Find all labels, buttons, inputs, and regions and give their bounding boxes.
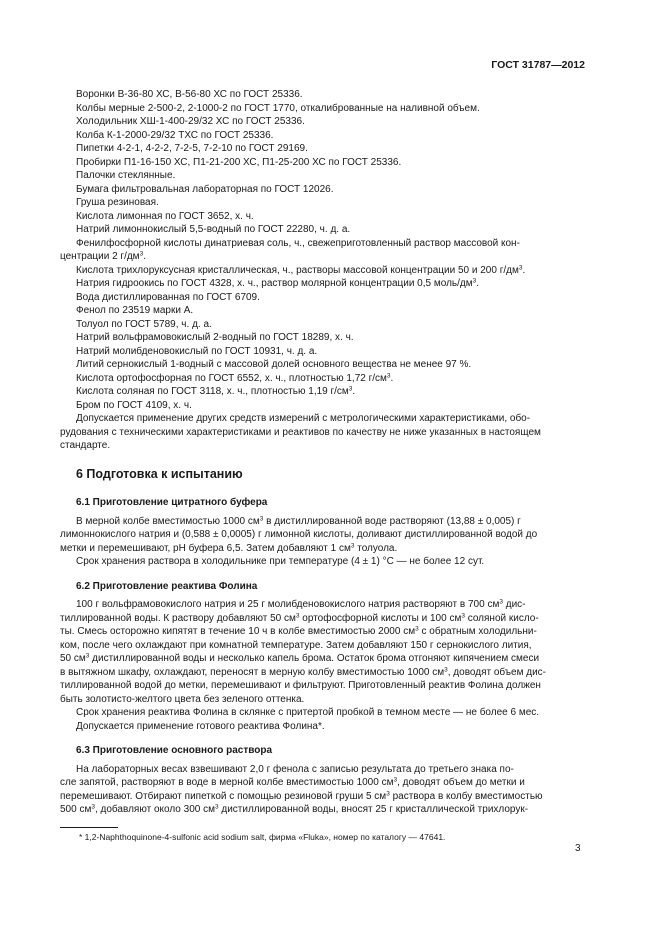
paragraph: быть золотисто-желтого цвета без зеленого оттенка. [60, 693, 305, 705]
paragraph: в вытяжном шкафу, охлаждают, переносят в мерную колбу вместимостью 1000 $см^3$, доводят объем дис- [60, 666, 547, 678]
list-item: Палочки стеклянные. [76, 170, 176, 181]
list-item: Вода дистиллированная по ГОСТ 6709. [76, 291, 260, 303]
page-number: 3 [575, 843, 581, 854]
allowance-paragraph-cont: рудования с техническими характеристиками и реактивов по качеству не ниже указанных в настоящем [60, 426, 541, 438]
section-6-title: 6 Подготовка к испытанию [76, 466, 243, 481]
paragraph: 50 $см^3$ дистиллированной воды и несколько капель брома. Остаток брома отгоняют кипячением смеси [60, 652, 540, 664]
list-item: Пипетки 4-2-1, 4-2-2, 7-2-5, 7-2-10 по ГОСТ 29169. [76, 143, 308, 154]
subsection-6-1 [60, 496, 583, 569]
subsection-6-1-title: 6.1 Приготовление цитратного буфера [76, 497, 268, 508]
paragraph: Срок хранения раствора в холодильнике при температуре (4 ± 1) °С — не более 12 сут. [76, 556, 485, 567]
list-item: Колбы мерные 2-500-2, 2-1000-2 по ГОСТ 1770, откалиброванные на наливной объем. [76, 102, 480, 114]
subsection-6-2-title: 6.2 Приготовление реактива Фолина [76, 580, 258, 592]
document-header: ГОСТ 31787—2012 [491, 59, 585, 71]
list-item: Пробирки П1-16-150 ХС, П1-21-200 ХС, П1-25-200 ХС по ГОСТ 25336. [76, 156, 402, 168]
footnote-divider [60, 827, 118, 828]
paragraph: Допускается применение готового реактива Фолина*. [76, 720, 325, 732]
list-item: Кислота трихлоруксусная кристаллическая, ч., растворы массовой концентрации 50 и 200 $г/дм^3$. [76, 264, 526, 276]
paragraph: 100 г вольфрамовокислого натрия и 25 г молибденовокислого натрия растворяют в 700 $см^3$ дис- [76, 598, 526, 610]
list-item-phenyl-cont: центрации 2 $г/дм^3$. [60, 250, 146, 262]
list-item: Холодильник ХШ-1-400-29/32 ХС по ГОСТ 25336. [76, 116, 305, 127]
paragraph: 500 $см^3$, добавляют около 300 $см^3$ дистиллированной воды, вносят 25 г кристаллической трихлорук- [60, 803, 529, 815]
allowance-paragraph-end: стандарте. [60, 440, 111, 451]
paragraph: тиллированной воды. К раствору добавляют 50 $см^3$ ортофосфорной кислоты и 100 $см^3$ соляной кисло- [60, 612, 539, 624]
paragraph: лимоннокислого натрия и (0,588 ± 0,0005) г лимонной кислоты, доливают дистиллированной водой до [60, 529, 538, 540]
list-item: Литий сернокислый 1-водный с массовой долей основного вещества не менее 97 %. [76, 359, 472, 370]
list-item-phenyl: Фенилфосфорной кислоты динатриевая соль, ч., свежеприготовленный раствор массовой кон- [76, 237, 520, 249]
equipment-list [60, 88, 583, 453]
paragraph: перемешивают. Отбирают пипеткой с помощью резиновой груши 5 $см^3$ раствора в колбу вместимостью [60, 790, 543, 802]
list-item: Кислота лимонная по ГОСТ 3652, х. ч. [76, 210, 254, 222]
footnote: * 1,2-Naphthoquinone-4-sulfonic acid sodium salt, фирма «Fluka», номер по каталогу — 47641. [79, 832, 446, 842]
paragraph: ты. Смесь осторожно кипятят в течение 10 ч в колбе вместимостью 2000 $см^3$ с обратным холодильни- [60, 625, 537, 637]
paragraph: В мерной колбе вместимостью 1000 $см^3$ в дистиллированной воде растворяют (13,88 ± 0,005) г [76, 515, 521, 527]
list-item: Груша резиновая. [76, 197, 159, 208]
paragraph: На лабораторных весах взвешивают 2,0 г фенола с записью результата до третьего знака по- [76, 763, 514, 775]
subsection-6-3-title: 6.3 Приготовление основного раствора [76, 745, 273, 756]
list-item: Бумага фильтровальная лабораторная по ГОСТ 12026. [76, 183, 334, 195]
list-item: Колба К-1-2000-29/32 ТХС по ГОСТ 25336. [76, 129, 274, 141]
paragraph: тиллированной водой до метки, перемешивают и фильтруют. Приготовленный реактив Фолина должен [60, 680, 541, 691]
list-item: Толуол по ГОСТ 5789, ч. д. а. [76, 318, 212, 330]
paragraph: Срок хранения реактива Фолина в склянке с притертой пробкой в темном месте — не более 6 мес. [76, 707, 540, 718]
allowance-paragraph: Допускается применение других средств измерений с метрологическими характеристиками, обо- [76, 413, 531, 424]
paragraph: сле запятой, растворяют в воде в мерной колбе вместимостью 1000 $см^3$, доводят объем до метки и [60, 776, 525, 788]
list-item: Кислота ортофосфорная по ГОСТ 6552, х. ч., плотностью 1,72 $г/см^3$. [76, 372, 394, 384]
list-item: Натрий молибденовокислый по ГОСТ 10931, ч. д. а. [76, 345, 318, 357]
paragraph: метки и перемешивают, pH буфера 6,5. Затем добавляют 1 $см^3$ толуола. [60, 542, 398, 554]
list-item: Натрий вольфрамовокислый 2-водный по ГОСТ 18289, х. ч. [76, 332, 354, 343]
list-item: Кислота соляная по ГОСТ 3118, х. ч., плотностью 1,19 $г/см^3$. [76, 385, 356, 397]
list-item: Фенол по 23519 марки А. [76, 305, 194, 316]
list-item: Натрий лимоннокислый 5,5-водный по ГОСТ 22280, ч. д. а. [76, 224, 351, 235]
document-body [60, 88, 583, 817]
subsection-6-3 [60, 744, 583, 817]
list-item: Воронки В-36-80 ХС, В-56-80 ХС по ГОСТ 25336. [76, 89, 303, 100]
list-item: Бром по ГОСТ 4109, х. ч. [76, 399, 192, 411]
list-item: Натрия гидроокись по ГОСТ 4328, х. ч., раствор молярной концентрации 0,5 моль/$дм^3$. [76, 277, 480, 289]
subsection-6-2 [60, 580, 583, 734]
paragraph: ком, после чего охлаждают при комнатной температуре. Затем добавляют 150 г сернокислого лития, [60, 639, 532, 651]
